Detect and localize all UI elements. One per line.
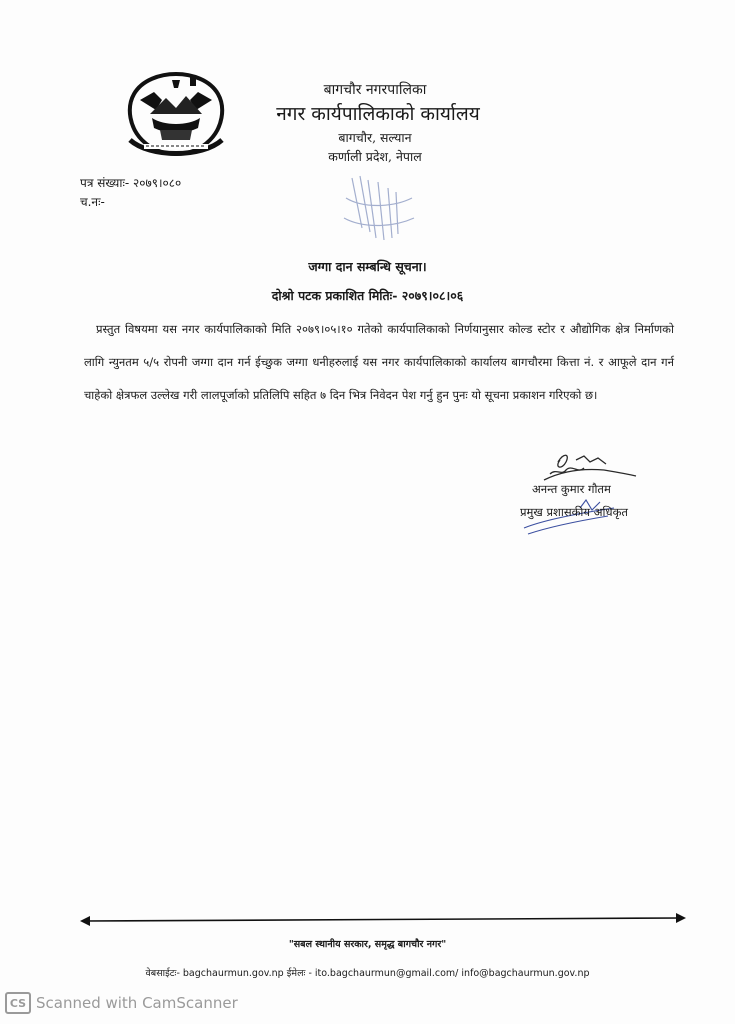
scanner-watermark-label: Scanned with CamScanner xyxy=(36,994,238,1012)
dispatch-number: च.नः- xyxy=(80,195,105,209)
footer-contact: वेबसाईटः- bagchaurmun.gov.np ईमेलः - ito.bagchaurmun@gmail.com/ info@bagchaurmun.gov.np xyxy=(145,968,590,979)
office-province: कर्णाली प्रदेश, नेपाल xyxy=(328,149,422,164)
signatory-name: अनन्त कुमार गौतम xyxy=(532,482,611,496)
notice-publish-date: दोश्रो पटक प्रकाशित मितिः- २०७९।०८।०६ xyxy=(271,288,464,303)
signatory-title: प्रमुख प्रशासकीय अधिकृत xyxy=(520,505,628,519)
nepal-emblem-icon xyxy=(120,70,232,162)
office-location: बागचौर, सल्यान xyxy=(338,130,412,145)
notice-subject: जग्गा दान सम्बन्धि सूचना। xyxy=(308,259,427,274)
scanner-watermark xyxy=(5,990,238,1016)
footer-motto: "सबल स्थानीय सरकार, समृद्ध बागचौर नगर" xyxy=(288,939,447,950)
notice-body: प्रस्तुत विषयमा यस नगर कार्यपालिकाको मिति २०७९।०५।१० गतेको कार्यपालिकाको निर्णयानुसार कोल्ड स्टोर र औद्योगिक क्षेत्र निर्माणको लागि न्युनतम ५/५ रोपनी जग्गा दान गर्न ईच्छुक जग्गा धनीहरुलाई यस नगर कार्यपालिकाको कार्यालय बागचौरमा कित्ता नं. र आफूले दान गर्न चाहेको क्षेत्रफल उल्लेख गरी लालपूर्जाको प्रतिलिपि सहित ७ दिन भित्र निवेदन पेश गर्नु हुन पुनः यो सूचना प्रकाशन गरिएको छ। xyxy=(84,322,674,402)
letterhead xyxy=(240,80,510,166)
camscanner-logo-icon: CS xyxy=(5,992,31,1014)
office-stamp-icon xyxy=(332,168,422,258)
footer-divider xyxy=(80,910,686,930)
letter-number: पत्र संख्याः- २०७९।०८० xyxy=(80,176,182,190)
municipality-name: बागचौर नगरपालिका xyxy=(323,82,427,98)
office-name: नगर कार्यपालिकाको कार्यालय xyxy=(276,103,480,125)
